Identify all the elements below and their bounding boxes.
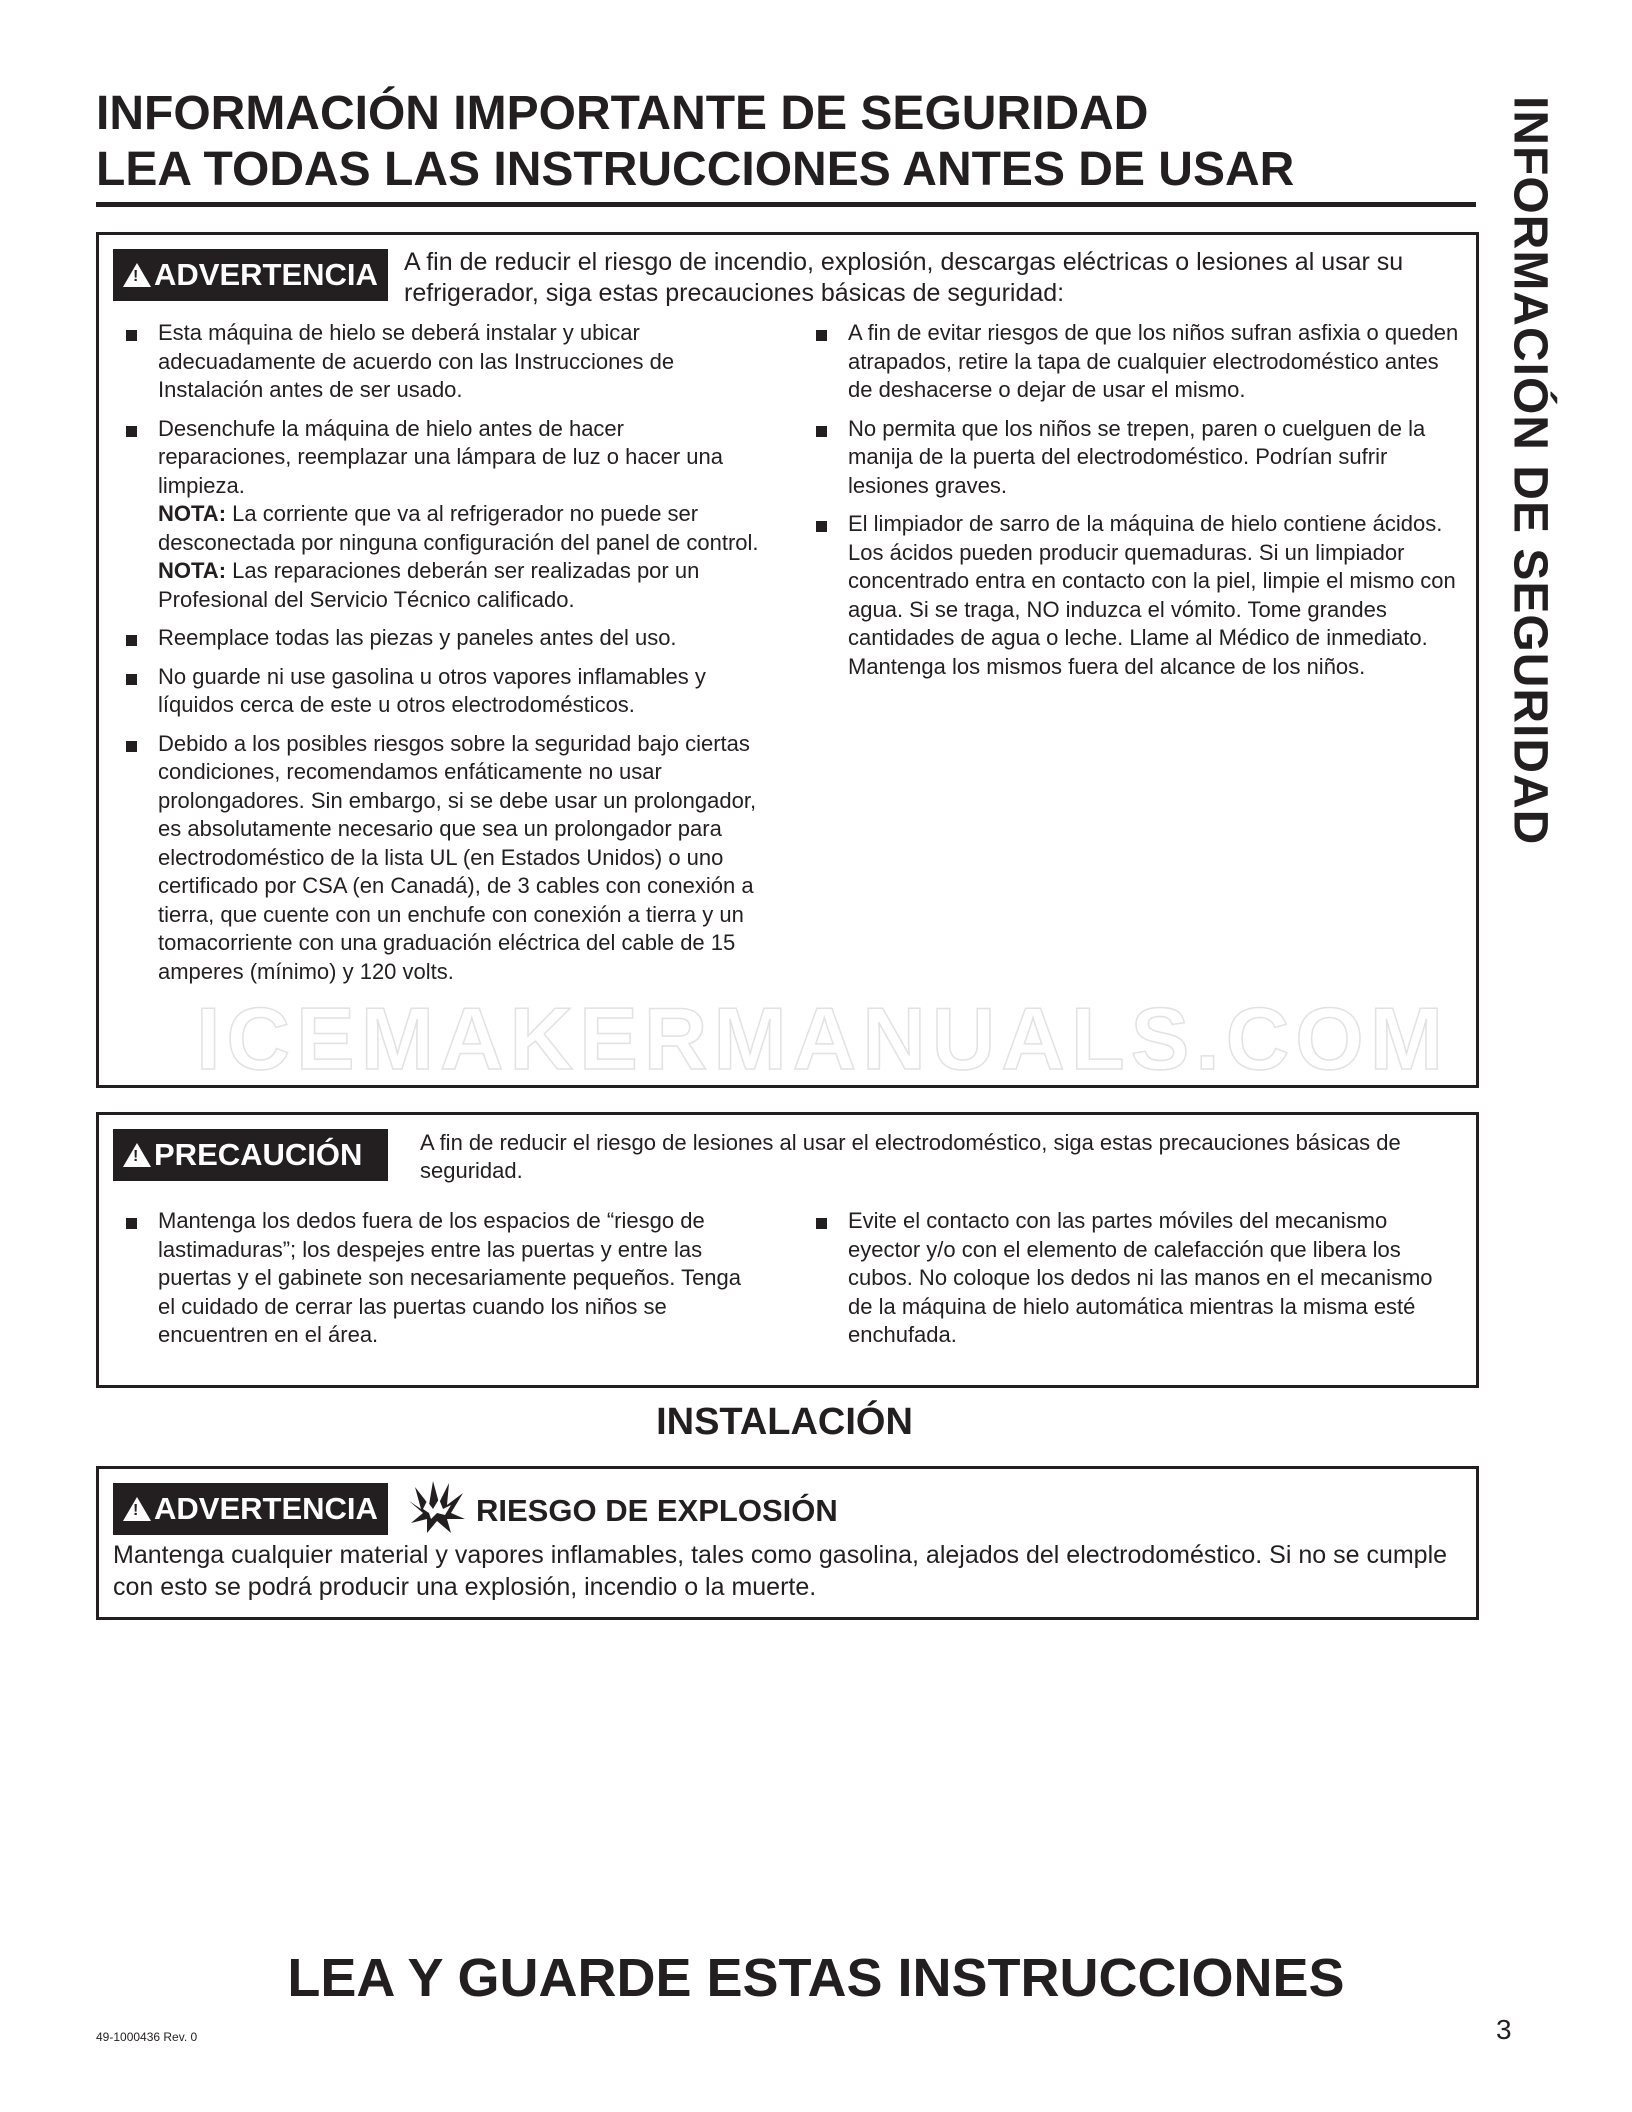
bullet-icon bbox=[816, 1218, 827, 1229]
warning-triangle-icon bbox=[123, 263, 151, 287]
note-label: NOTA: bbox=[158, 501, 227, 526]
list-item-text: El limpiador de sarro de la máquina de hielo contiene ácidos. Los ácidos pueden producir quemaduras. Si un limpiador concentrado entra en contacto con la piel, limpie el mismo con agua. Si se traga, NO induzca el vómito. Tome grandes cantidades de agua o leche. Llame al Médico de inmediato. Mantenga los mismos fuera del alcance de los niños. bbox=[848, 511, 1456, 679]
installation-warning-text: Mantenga cualquier material y vapores inflamables, tales como gasolina, alejados del electrodoméstico. Si no se cumple con esto se podrá producir una explosión, incendio o la muerte. bbox=[113, 1541, 1448, 1601]
warning-badge bbox=[113, 249, 388, 301]
title-divider bbox=[96, 202, 1476, 207]
list-item-text: Debido a los posibles riesgos sobre la seguridad bajo ciertas condiciones, recomendamos enfáticamente no usar prolongadores. Sin embargo, si se debe usar un prolongador, es absolutamente necesario que sea un prolongador para electrodoméstico de la lista UL (en Estados Unidos) o uno certificado por CSA (en Canadá), de 3 cables con conexión a tierra, que cuente con un enchufe con conexión a tierra y un tomacorriente con una graduación eléctrica del cable de 15 amperes (mínimo) y 120 volts. bbox=[158, 730, 757, 984]
bullet-icon bbox=[126, 330, 137, 341]
list-item bbox=[803, 415, 1463, 501]
installation-warning-box bbox=[96, 1466, 1479, 1620]
list-item bbox=[113, 415, 763, 615]
installation-heading: INSTALACIÓN bbox=[656, 1401, 913, 1443]
caution-box bbox=[96, 1112, 1479, 1388]
side-tab bbox=[1480, 96, 1580, 896]
caution-list-right bbox=[803, 1207, 1463, 1360]
installation-badge-label: ADVERTENCIA bbox=[154, 1491, 378, 1526]
list-item-text: Mantenga los dedos fuera de los espacios de “riesgo de lastimaduras”; los despejes entre las puertas y entre las puertas y el gabinete son necesariamente pequeños. Tenga el cuidado de cerrar las puertas cuando los niños se encuentren en el área. bbox=[158, 1208, 742, 1347]
list-item bbox=[113, 663, 763, 720]
bullet-icon bbox=[126, 741, 137, 752]
list-item-text: No permita que los niños se trepen, paren o cuelguen de la manija de la puerta del electrodoméstico. Podrían sufrir lesiones graves. bbox=[848, 415, 1426, 498]
warning-box bbox=[96, 232, 1479, 1088]
document-number: 49-1000436 Rev. 0 bbox=[96, 2030, 198, 2044]
list-item-text: Reemplace todas las piezas y paneles antes del uso. bbox=[158, 625, 677, 650]
bullet-icon bbox=[816, 426, 827, 437]
bullet-icon bbox=[126, 426, 137, 437]
bullet-icon bbox=[816, 330, 827, 341]
list-item-text: No guarde ni use gasolina u otros vapores inflamables y líquidos cerca de este u otros electrodomésticos. bbox=[158, 663, 706, 717]
list-item-text: Evite el contacto con las partes móviles del mecanismo eyector y/o con el elemento de calefacción que libera los cubos. No coloque los dedos ni las manos en el mecanismo de la máquina de hielo automática mientras la misma esté enchufada. bbox=[848, 1208, 1433, 1347]
installation-warning-badge bbox=[113, 1483, 388, 1535]
footer-heading: LEA Y GUARDE ESTAS INSTRUCCIONES bbox=[287, 1948, 1345, 2008]
page-title-line-1: INFORMACIÓN IMPORTANTE DE SEGURIDAD bbox=[96, 87, 1149, 140]
bullet-icon bbox=[126, 635, 137, 646]
list-item bbox=[803, 1207, 1463, 1350]
explosion-icon bbox=[407, 1479, 467, 1535]
list-item-text: Desenchufe la máquina de hielo antes de hacer reparaciones, reemplazar una lámpara de luz o hacer una limpieza. bbox=[158, 415, 723, 498]
list-item bbox=[113, 1207, 763, 1350]
warning-triangle-icon bbox=[123, 1497, 151, 1521]
note-label: NOTA: bbox=[158, 558, 227, 583]
bullet-icon bbox=[126, 674, 137, 685]
page-title-line-2: LEA TODAS LAS INSTRUCCIONES ANTES DE USAR bbox=[96, 143, 1295, 196]
note bbox=[158, 557, 763, 614]
list-item-text: Esta máquina de hielo se deberá instalar y ubicar adecuadamente de acuerdo con las Instrucciones de Instalación antes de ser usado. bbox=[158, 320, 675, 402]
note bbox=[158, 500, 763, 557]
warning-list-right bbox=[803, 319, 1463, 691]
list-item-text: A fin de evitar riesgos de que los niños sufran asfixia o queden atrapados, retire la tapa de cualquier electrodoméstico antes de deshacerse o dejar de usar el mismo. bbox=[848, 320, 1459, 402]
bullet-icon bbox=[816, 521, 827, 532]
warning-triangle-icon bbox=[123, 1143, 151, 1167]
note-text: La corriente que va al refrigerador no puede ser desconectada por ninguna configuración del panel de control. bbox=[158, 501, 759, 555]
page-number: 3 bbox=[1496, 2014, 1512, 2045]
list-item bbox=[113, 730, 763, 987]
page-title bbox=[96, 86, 1476, 198]
list-item bbox=[803, 319, 1463, 405]
list-item bbox=[803, 510, 1463, 681]
list-item bbox=[113, 624, 763, 653]
warning-list-left bbox=[113, 319, 763, 996]
note-text: Las reparaciones deberán ser realizadas por un Profesional del Servicio Técnico calificado. bbox=[158, 558, 700, 612]
caution-intro: A fin de reducir el riesgo de lesiones al usar el electrodoméstico, siga estas precauciones básicas de seguridad. bbox=[420, 1130, 1401, 1183]
bullet-icon bbox=[126, 1218, 137, 1229]
caution-list-left bbox=[113, 1207, 763, 1360]
warning-intro: A fin de reducir el riesgo de incendio, explosión, descargas eléctricas o lesiones al usar su refrigerador, siga estas precauciones básicas de seguridad: bbox=[404, 248, 1404, 307]
caution-badge bbox=[113, 1129, 388, 1181]
caution-badge-label: PRECAUCIÓN bbox=[154, 1137, 363, 1172]
explosion-risk-label: RIESGO DE EXPLOSIÓN bbox=[476, 1493, 838, 1528]
warning-badge-label: ADVERTENCIA bbox=[154, 257, 378, 292]
side-tab-label: INFORMACIÓN DE SEGURIDAD bbox=[1503, 96, 1557, 846]
list-item bbox=[113, 319, 763, 405]
